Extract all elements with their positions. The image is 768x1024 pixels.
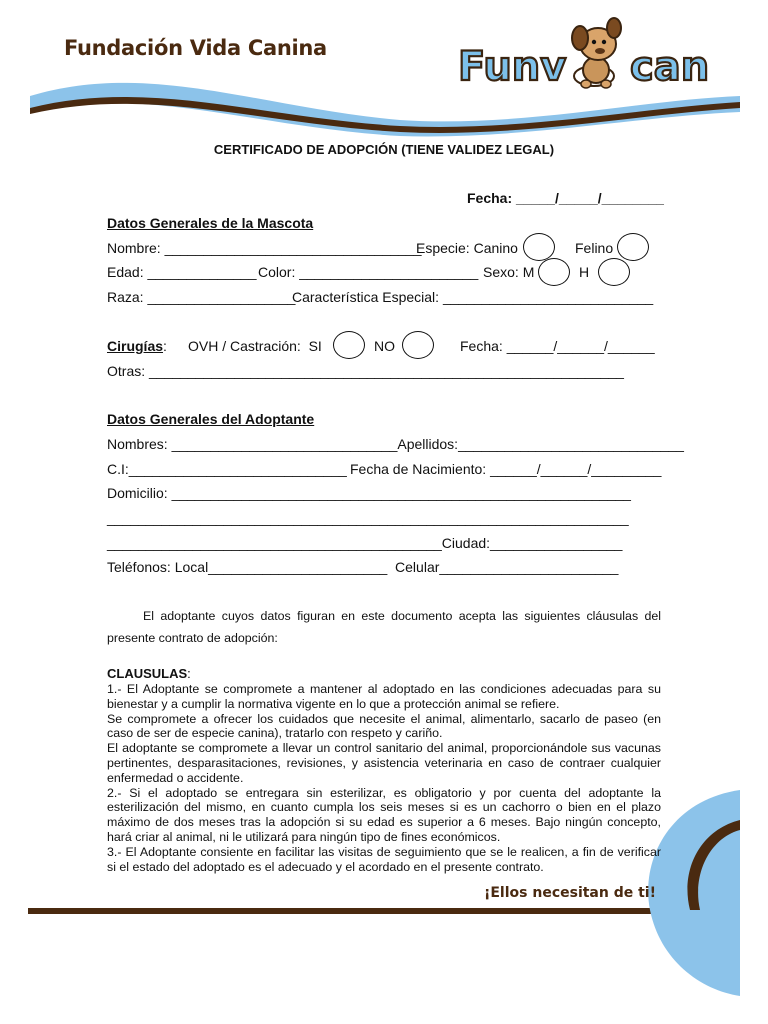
- breed-field[interactable]: Raza: ___________________: [107, 289, 296, 305]
- date-field[interactable]: Fecha: _____/_____/________: [467, 190, 664, 206]
- phones-field[interactable]: Teléfonos: Local_______________________ Celular_______________________: [107, 559, 619, 575]
- dog-mascot-icon: [572, 18, 621, 88]
- canine-checkbox[interactable]: [523, 233, 555, 261]
- adopter-section-heading: Datos Generales del Adoptante: [107, 411, 315, 427]
- sex-female-checkbox[interactable]: [598, 258, 630, 286]
- surgery-date-field[interactable]: Fecha: ______/______/______: [460, 338, 655, 354]
- sex-male-label: Sexo: M: [483, 264, 535, 280]
- clause-paragraph: 1.- El Adoptante se compromete a mantener al adoptado en las condiciones adecuadas para su bienestar y a cumplir la normativa vigente en lo que a protección animal se refiere.: [107, 682, 661, 711]
- feline-checkbox[interactable]: [617, 233, 649, 261]
- other-surgeries-field[interactable]: Otras: _____________________________________________________________: [107, 363, 624, 379]
- funvican-logo: [454, 14, 724, 94]
- feline-label: Felino: [575, 240, 614, 256]
- clause-paragraph: 2.- Si el adoptado se entregara sin esterilizar, es obligatorio y por cuenta del adoptante la esterilización del mismo, en cuanto cumpla los seis meses si es un cachorro o bien en el plazo máximo de dos meses tras la adopción si su edad es superior a 6 meses. Bajo ningún concepto, hará criar al animal, ni le utilizará para ningún tipo de fines económicos.: [107, 785, 661, 844]
- adopter-names-field[interactable]: Nombres: _____________________________Apellidos:_____________________________: [107, 436, 684, 452]
- logo-text-right: can: [630, 44, 710, 90]
- sex-male-checkbox[interactable]: [538, 258, 570, 286]
- clauses-colon: :: [187, 666, 191, 681]
- footer-slogan: ¡Ellos necesitan de ti!: [483, 885, 656, 901]
- pet-section-heading: Datos Generales de la Mascota: [107, 215, 314, 231]
- city-field[interactable]: ___________________________________________Ciudad:_________________: [107, 535, 623, 551]
- clauses-body: [107, 682, 661, 874]
- intro-paragraph: El adoptante cuyos datos figuran en este documento acepta las siguientes cláusulas del presente contrato de adopción:: [107, 609, 661, 645]
- address-extra-line[interactable]: ___________________________________________________________________: [107, 510, 629, 526]
- clause-paragraph: El adoptante se compromete a llevar un control sanitario del animal, proporcionándole sus vacunas pertinentes, desparasitaciones, revisiones, y asistencia veterinaria en caso de contraer cualquier enfermedad o accidente.: [107, 741, 661, 785]
- logo-text-left: Funv: [458, 44, 567, 90]
- address-field[interactable]: Domicilio: ___________________________________________________________: [107, 485, 631, 501]
- species-canine-label: Especie: Canino: [416, 240, 518, 256]
- surgery-no-checkbox[interactable]: [402, 331, 434, 359]
- ovh-castration-label: OVH / Castración: SI: [188, 338, 322, 354]
- surgery-yes-checkbox[interactable]: [333, 331, 365, 359]
- surgery-no-label: NO: [374, 338, 395, 354]
- birth-date-field[interactable]: Fecha de Nacimiento: ______/______/_________: [350, 461, 662, 477]
- bottom-brown-bar: [28, 908, 740, 914]
- id-number-field[interactable]: C.I:____________________________: [107, 461, 347, 477]
- age-field[interactable]: Edad: ______________: [107, 264, 257, 280]
- clauses-heading: CLAUSULAS: [107, 666, 188, 681]
- top-brown-wave: [30, 97, 740, 133]
- clause-paragraph: 3.- El Adoptante consiente en facilitar las visitas de seguimiento que se le realicen, a fin de verificar si el estado del adoptado es el adecuado y el acordado en el presente contrato.: [107, 844, 661, 874]
- clause-paragraph: Se compromete a ofrecer los cuidados que necesite el animal, alimentarlo, sacarlo de paseo (en caso de ser de especie canina), tratarlo con respeto y cariño.: [107, 711, 661, 741]
- clauses-heading-wrap: [107, 666, 191, 681]
- surgery-colon: :: [163, 338, 167, 354]
- sex-female-label: H: [579, 264, 590, 280]
- color-field[interactable]: Color: _______________________: [258, 264, 479, 280]
- certificate-title: CERTIFICADO DE ADOPCIÓN (TIENE VALIDEZ LEGAL): [213, 142, 555, 157]
- special-feature-field[interactable]: Característica Especial: ___________________________: [292, 289, 654, 305]
- surgery-heading: Cirugías: [107, 338, 164, 354]
- organization-name: Fundación Vida Canina: [64, 36, 327, 60]
- pet-name-field[interactable]: Nombre: _________________________________: [107, 240, 422, 256]
- surgery-heading-wrap: [107, 338, 167, 354]
